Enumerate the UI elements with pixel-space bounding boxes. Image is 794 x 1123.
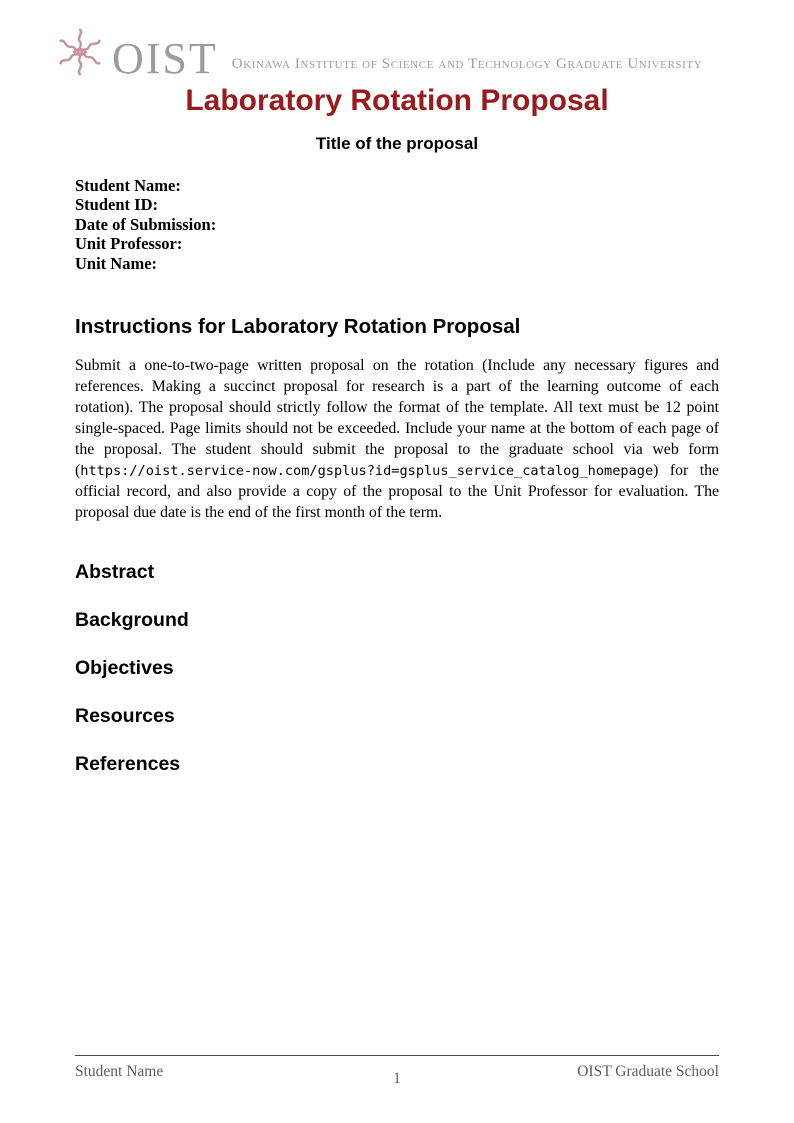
unit-name-label: Unit Name:	[75, 253, 158, 273]
footer-student-name: Student Name	[75, 1063, 164, 1080]
meta-fields	[75, 176, 719, 273]
instructions-heading: Instructions for Laboratory Rotation Proposal	[75, 315, 521, 339]
section-heading-abstract: Abstract	[75, 561, 155, 584]
page-footer	[75, 1055, 719, 1087]
page-number: 1	[393, 1070, 401, 1087]
student-name-label: Student Name:	[75, 176, 181, 195]
instructions-text-after-url: ) for the official record, and also provide a copy of the proposal to the Unit Professor for evaluation. The proposal due date is the end of the first month of the term.	[75, 462, 719, 522]
section-heading-resources: Resources	[75, 705, 175, 728]
instructions-text-before-url: Submit a one-to-two-page written proposal on the rotation (Include any necessary figures and references. Making a succinct proposal for research is a part of the learning outcome of each rotation). The proposal should strictly follow the format of the template. All text must be 12 point single-spaced. Page limits should not be exceeded. Include your name at the bottom of each page of the proposal. The student should submit the proposal to the graduate school via web form (	[75, 357, 719, 480]
document-title: Laboratory Rotation Proposal	[185, 84, 609, 117]
footer-school-name: OIST Graduate School	[577, 1063, 719, 1080]
header	[0, 0, 794, 84]
section-heading-objectives: Objectives	[75, 657, 174, 680]
university-name: Okinawa Institute of Science and Technology Graduate University	[231, 56, 703, 72]
section-heading-background: Background	[75, 609, 189, 632]
submission-url: https://oist.service-now.com/gsplus?id=gsplus_service_catalog_homepage	[80, 463, 654, 480]
unit-professor-label: Unit Professor:	[75, 234, 183, 254]
section-heading-references: References	[75, 753, 181, 776]
instructions-paragraph	[75, 355, 719, 523]
date-of-submission-label: Date of Submission:	[75, 214, 217, 234]
student-id-label: Student ID:	[75, 195, 158, 215]
proposal-title-placeholder: Title of the proposal	[315, 134, 479, 153]
oist-logo-wordmark: OIST	[112, 34, 218, 84]
footer-row	[75, 1056, 719, 1087]
oist-logo-icon	[52, 24, 108, 80]
